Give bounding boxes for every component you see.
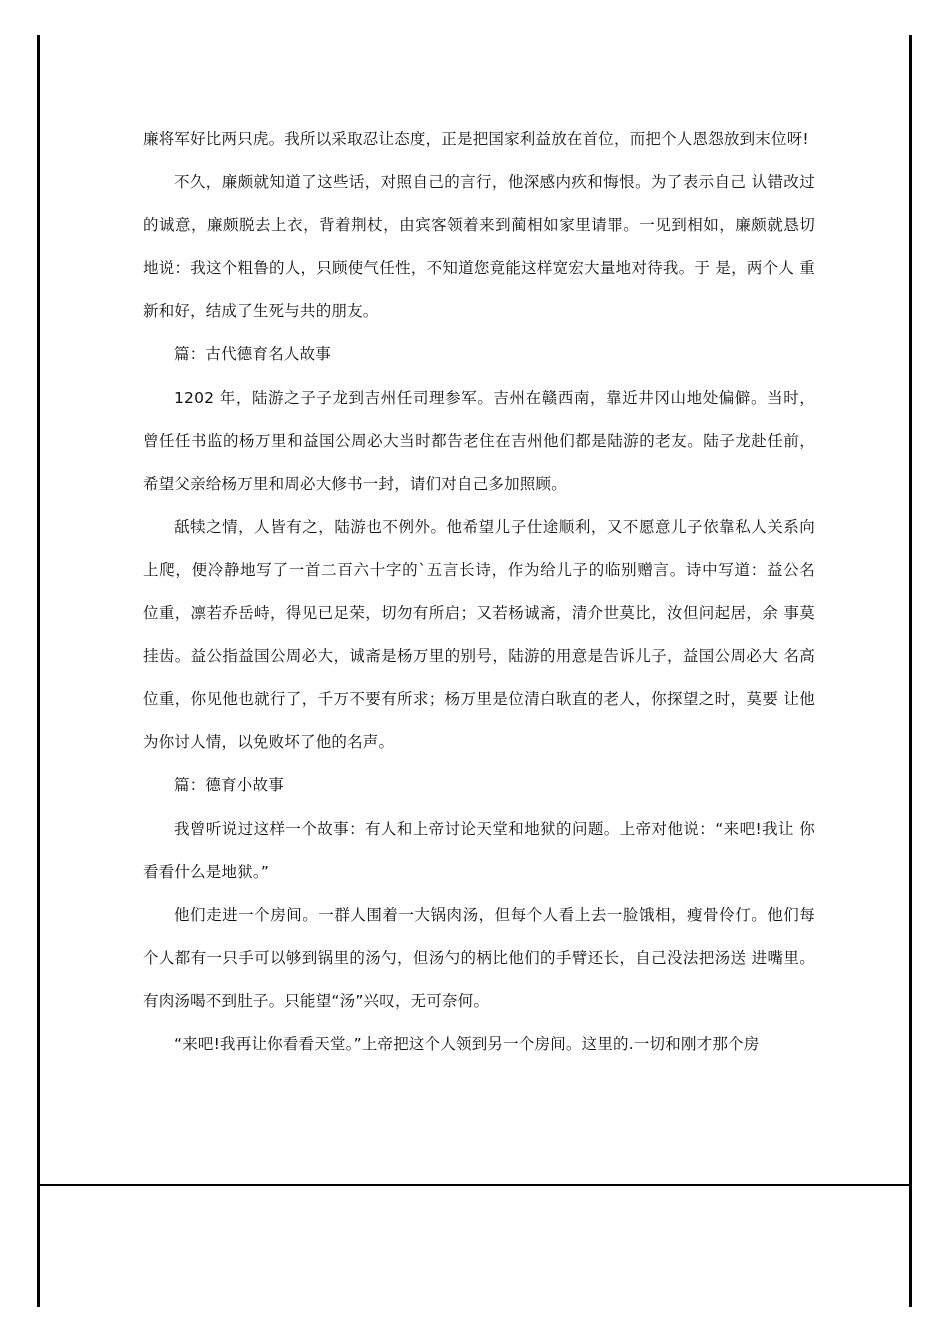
paragraph-lian-po-apology: 不久，廉颇就知道了这些话，对照自己的言行，他深感内疚和悔恨。为了表示自己 认错改过 的诚意，廉颇脱去上衣，背着荆杖，由宾客领着来到蔺相如家里请罪。一见到相如，廉颇就恳切 地说：我这个粗鲁的人，只顾使气任性，不知道您竟能这样宽宏大量地对待我。于 是，两个人 重新和好，结成了生死与共的朋友。 xyxy=(143,173,815,321)
left-border-rule xyxy=(37,35,40,1307)
section-heading-short-stories: 篇：德育小故事 xyxy=(174,776,284,795)
right-border-rule xyxy=(909,35,912,1307)
bottom-border-rule xyxy=(37,1184,912,1186)
paragraph-lu-you-son: 1202 年，陆游之子子龙到吉州任司理参军。吉州在赣西南，靠近井冈山地处偏僻。当时， 曾任任书监的杨万里和益国公周必大当时都告老住在吉州他们都是陆游的老友。陆子龙赴任前， 希望父亲给杨万里和周必大修书一封，请们对自己多加照顾。 xyxy=(143,388,815,493)
paragraph-hell-room: 他们走进一个房间。一群人围着一大锅肉汤，但每个人看上去一脸饿相，瘦骨伶仃。他们每个人都有一只手可以够到锅里的汤勺，但汤勺的柄比他们的手臂还长，自己没法把汤送 进嘴里。 有肉汤喝不到肚子。只能望“汤”兴叹，无可奈何。 xyxy=(143,905,815,1010)
paragraph-lian-po-tiger: 廉将军好比两只虎。我所以采取忍让态度，正是把国家利益放在首位，而把个人恩怨放到末位呀! xyxy=(143,130,809,148)
section-heading-ancient-stories: 篇：古代德育名人故事 xyxy=(174,345,332,364)
paragraph-heaven-room: “来吧!我再让你看看天堂。”上帝把这个人领到另一个房间。这里的.一切和刚才那个房 xyxy=(174,1034,760,1053)
paragraph-heaven-hell-intro: 我曾听说过这样一个故事：有人和上帝讨论天堂和地狱的问题。上帝对他说：“来吧!我让 你看看什么是地狱。” xyxy=(143,819,815,881)
document-body xyxy=(143,118,815,1066)
paragraph-lu-you-poem: 舐犊之情，人皆有之，陆游也不例外。他希望儿子仕途顺利，又不愿意儿子依靠私人关系向 上爬，便冷静地写了一首二百六十字的`五言长诗，作为给儿子的临别赠言。诗中写道：益公名 位重，凛若乔岳峙，得见已足荣，切勿有所启；又若杨诚斋，清介世莫比，汝但问起居，余 事莫挂齿。益公指益国公周必大，诚斋是杨万里的别号，陆游的用意是告诉儿子，益国公周必大 名高位重，你见他也就行了，千万不要有所求；杨万里是位清白耿直的老人，你探望之时，莫要 让他为你讨人情，以免败坏了他的名声。 xyxy=(143,517,815,752)
